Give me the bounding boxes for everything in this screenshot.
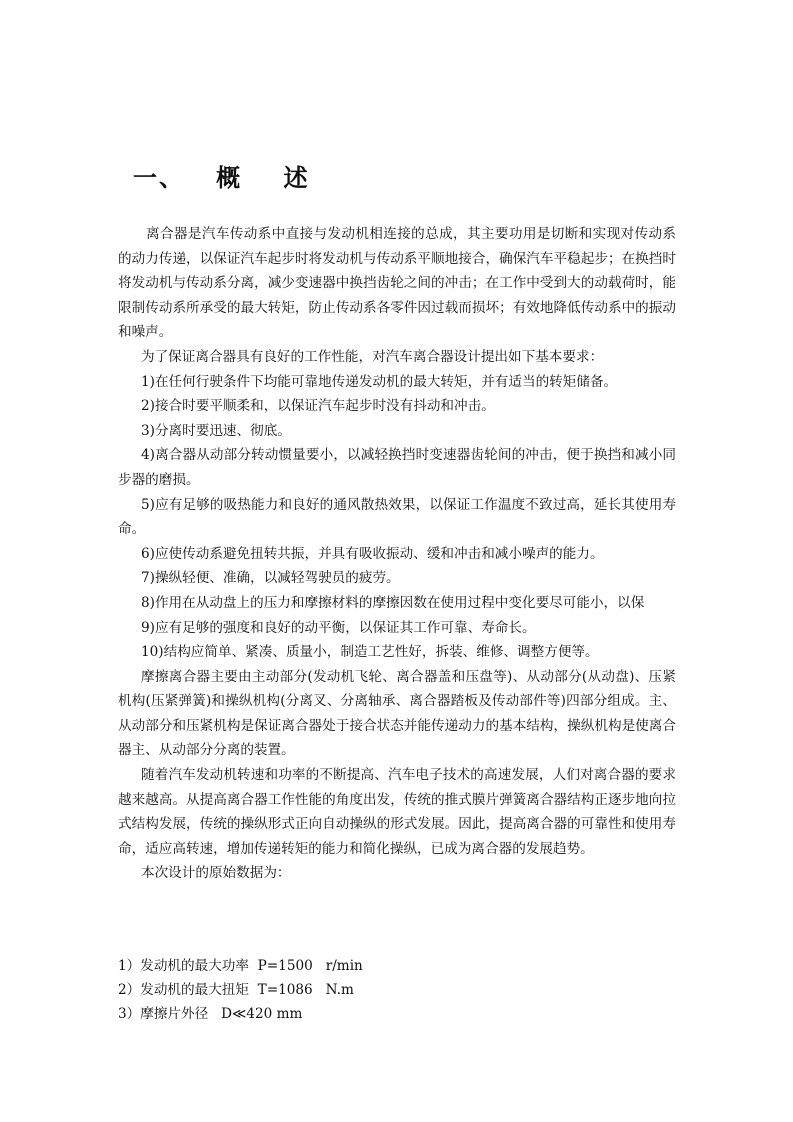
requirement-7: 7)操纵轻便、准确，以减轻驾驶员的疲劳。 [141, 570, 400, 587]
requirements-intro: 为了保证离合器具有良好的工作性能，对汽车离合器设计提出如下基本要求： [141, 348, 604, 365]
design-data-list [118, 954, 676, 1026]
design-data-item: 2）发动机的最大扭矩 T=1086 N.m [118, 982, 354, 998]
requirement-2: 2)接合时要平顺柔和，以保证汽车起步时没有抖动和冲击。 [141, 398, 495, 415]
requirement-5: 5)应有足够的吸热能力和良好的通风散热效果，以保证工作温度不致过高，延长其使用寿命。 [118, 496, 676, 538]
design-data-item: 3）摩擦片外径 D≪420 mm [118, 1006, 303, 1022]
section-title: 一、 概 述 [133, 164, 310, 192]
requirement-1: 1)在任何行驶条件下均能可靠地传递发动机的最大转矩，并有适当的转矩储备。 [141, 373, 618, 390]
requirement-8: 8)作用在从动盘上的压力和摩擦材料的摩擦因数在使用过程中变化要尽可能小，以保 [141, 594, 645, 611]
requirement-9: 9)应有足够的强度和良好的动平衡，以保证其工作可靠、寿命长。 [141, 619, 536, 636]
structure-paragraph: 摩擦离合器主要由主动部分(发动机飞轮、离合器盖和压盘等)、从动部分(从动盘)、压紧机构(压紧弹簧)和操纵机构(分离叉、分离轴承、离合器踏板及传动部件等)四部分组成。主、从动部分和压紧机构是保证离合器处于接合状态并能传递动力的基本结构，操纵机构是使离合器主、从动部分分离的装置。 [118, 668, 676, 759]
data-intro: 本次设计的原始数据为： [141, 865, 291, 882]
requirement-10: 10)结构应简单、紧凑、质量小，制造工艺性好，拆装、维修、调整方便等。 [141, 644, 599, 661]
requirement-4: 4)离合器从动部分转动惯量要小，以减轻换挡时变速器齿轮间的冲击，便于换挡和减小同步器的磨损。 [118, 447, 676, 488]
intro-paragraph: 离合器是汽车传动系中直接与发动机相连接的总成，其主要功用是切断和实现对传动系的动力传递，以保证汽车起步时将发动机与传动系平顺地接合，确保汽车平稳起步；在换挡时将发动机与传动系分离，减少变速器中换挡齿轮之间的冲击；在工作中受到大的动载荷时，能限制传动系所承受的最大转矩，防止传动系各零件因过载而损坏；有效地降低传动系中的振动和噪声。 [118, 226, 676, 341]
design-data-item: 1）发动机的最大功率 P=1500 r/min [118, 958, 363, 974]
requirement-3: 3)分离时要迅速、彻底。 [141, 422, 291, 439]
requirement-6: 6)应使传动系避免扭转共振，并具有吸收振动、缓和冲击和减小噪声的能力。 [141, 545, 604, 562]
trend-paragraph: 随着汽车发动机转速和功率的不断提高、汽车电子技术的高速发展，人们对离合器的要求越来越高。从提高离合器工作性能的角度出发，传统的推式膜片弹簧离合器结构正逐步地向拉式结构发展，传统的操纵形式正向自动操纵的形式发展。因此，提高离合器的可靠性和使用寿命，适应高转速，增加传递转矩的能力和简化操纵，已成为离合器的发展趋势。 [118, 767, 676, 857]
document-body [118, 222, 676, 886]
